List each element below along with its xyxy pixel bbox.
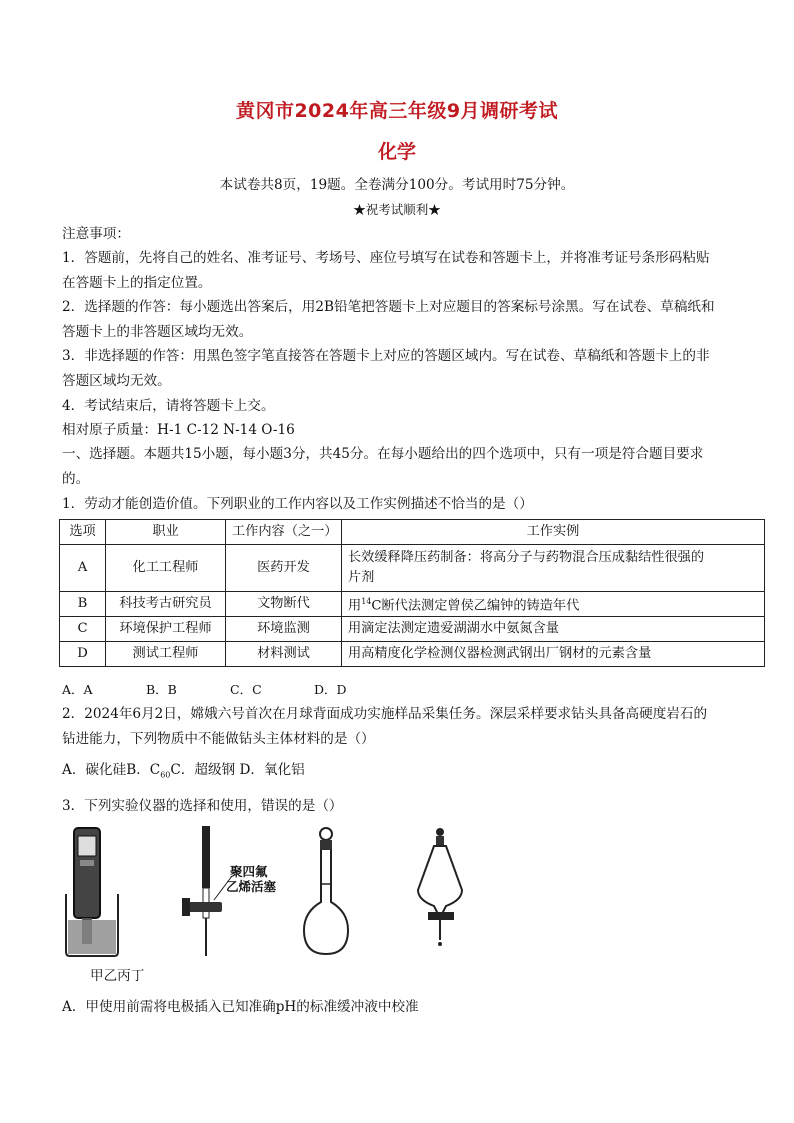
section-intro-line-1: 一、选择题。本题共15小题，每小题3分，共45分。在每小题给出的四个选项中，只有一项是符合题目要求 (62, 446, 704, 462)
q3-figure-labels: 甲乙丙丁 (90, 968, 145, 984)
q3-option-a: A．甲使用前需将电极插入已知准确pH的标准缓冲液中校准 (62, 999, 419, 1015)
q2-option-b: B．C (126, 762, 161, 778)
note-3-line-2: 答题区域均无效。 (62, 373, 171, 389)
fullerene-subscript: 60 (160, 770, 171, 780)
option-cell: D (60, 642, 106, 667)
option-cell: C (60, 617, 106, 642)
job-cell: 化工工程师 (106, 545, 226, 592)
content-cell: 医药开发 (226, 545, 342, 592)
notes-heading: 注意事项： (62, 226, 130, 242)
exam-info: 本试卷共8页，19题。全卷满分100分。考试用时75分钟。 (219, 177, 575, 193)
job-cell: 环境保护工程师 (106, 617, 226, 642)
note-1-line-1: 1．答题前，先将自己的姓名、准考证号、考场号、座位号填写在试卷和答题卡上，并将准考证号条形码粘贴 (62, 250, 710, 266)
q1-stem: 1．劳动才能创造价值。下列职业的工作内容以及工作实例描述不恰当的是（） (62, 496, 533, 512)
q1-option-d: D．D (314, 682, 347, 697)
option-cell: A (60, 545, 106, 592)
content-cell: 材料测试 (226, 642, 342, 667)
stopcock-label-2: 乙烯活塞 (226, 879, 277, 894)
q1-option-a: A．A (62, 682, 93, 697)
stopcock-label-1: 聚四氟 (230, 864, 268, 879)
q1-table (59, 519, 765, 667)
example-line-2: 片剂 (348, 570, 375, 585)
note-3-line-1: 3．非选择题的作答：用黑色签字笔直接答在答题卡上对应的答题区域内。写在试卷、草稿纸和答题卡上的非 (62, 348, 710, 364)
header-cell: 职业 (106, 520, 226, 545)
content-cell: 环境监测 (226, 617, 342, 642)
option-cell: B (60, 592, 106, 617)
q2-option-a: A．碳化硅 (62, 762, 127, 778)
separatory-funnel-figure (414, 826, 470, 952)
header-cell: 选项 (60, 520, 106, 545)
q1-option-b: B．B (146, 682, 177, 697)
volumetric-flask-figure (300, 824, 356, 958)
content-cell: 文物断代 (226, 592, 342, 617)
table-row (60, 592, 765, 617)
example-cell: 用高精度化学检测仪器检测武钢出厂钢材的元素含量 (342, 642, 765, 667)
exam-wish: ★祝考试顺利★ (353, 202, 441, 217)
q2-options (62, 761, 305, 785)
header-cell: 工作实例 (342, 520, 765, 545)
example-cell (342, 545, 765, 592)
q1-option-c: C．C (230, 682, 262, 697)
table-row (60, 617, 765, 642)
table-header-row (60, 520, 765, 545)
example-text: C断代法测定曾侯乙编钟的铸造年代 (371, 598, 580, 614)
example-prefix: 用 (348, 598, 362, 614)
q2-stem-line-2: 钻进能力，下列物质中不能做钻头主体材料的是（） (62, 731, 375, 747)
header-cell: 工作内容（之一） (226, 520, 342, 545)
example-cell: 用滴定法测定遗爱湖湖水中氨氮含量 (342, 617, 765, 642)
note-2-line-1: 2．选择题的作答：每小题选出答案后，用2B铅笔把答题卡上对应题目的答案标号涂黑。写在试卷、草稿纸和 (62, 299, 715, 315)
note-1-line-2: 在答题卡上的指定位置。 (62, 275, 212, 291)
table-row (60, 545, 765, 592)
q2-option-cd: C．超级钢 D．氧化铝 (170, 762, 305, 778)
q3-stem: 3．下列实验仪器的选择和使用，错误的是（） (62, 798, 343, 814)
exam-subject: 化学 (377, 141, 416, 163)
example-line-1: 长效缓释降压药制备：将高分子与药物混合压成黏结性很强的 (348, 550, 705, 565)
note-2-line-2: 答题卡上的非答题区域均无效。 (62, 324, 253, 340)
q2-stem-line-1: 2．2024年6月2日，嫦娥六号首次在月球背面成功实施样品采集任务。深层采样要求钻头具备高硬度岩石的 (62, 706, 708, 722)
exam-title: 黄冈市2024年高三年级9月调研考试 (235, 100, 559, 122)
section-intro-line-2: 的。 (62, 471, 90, 487)
table-row (60, 642, 765, 667)
note-4: 4．考试结束后，请将答题卡上交。 (62, 398, 275, 414)
atomic-mass: 相对原子质量：H-1 C-12 N-14 O-16 (62, 422, 295, 438)
ph-meter-figure (64, 824, 124, 958)
isotope-mass-number: 14 (361, 597, 372, 606)
example-cell (342, 592, 765, 617)
job-cell: 科技考古研究员 (106, 592, 226, 617)
job-cell: 测试工程师 (106, 642, 226, 667)
